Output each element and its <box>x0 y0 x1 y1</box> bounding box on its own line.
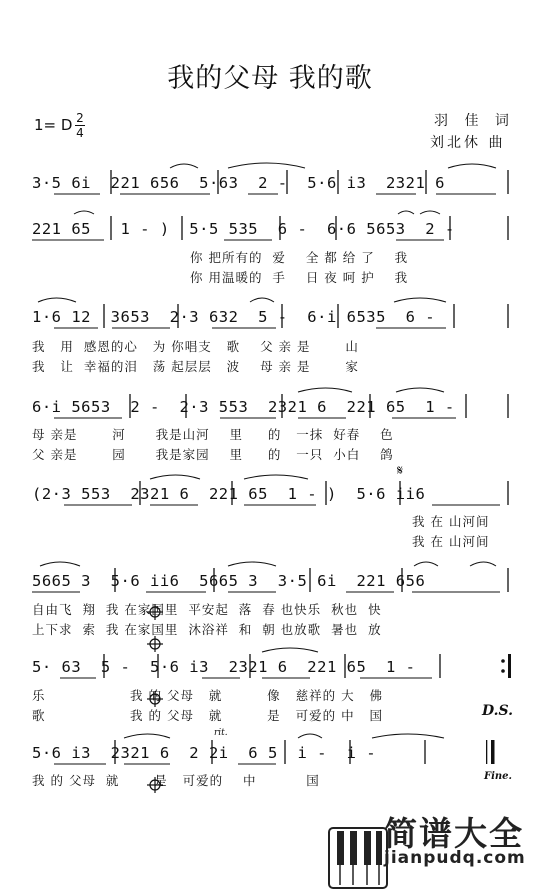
score-row-5: (2·3 553 2321 6 221 65 1 - ) 5·6 ii6 <box>32 485 426 503</box>
lyric-row-5-verse-1: 我 在 山河间 <box>412 514 490 529</box>
score-row-1: 3·5 6i 221 656 5·63 2 - 5·6 i3 2321 6 <box>32 174 445 192</box>
watermark-url: jianpudq.com <box>384 848 526 868</box>
time-signature <box>75 112 85 139</box>
segno-sign: 𝄋 <box>397 463 404 479</box>
time-bottom: 4 <box>76 126 84 140</box>
key-signature: 1= D <box>34 116 73 134</box>
score-row-4: 6·i 5653 2 - 2·3 553 2321 6 221 65 1 - <box>32 398 455 416</box>
lyric-row-3-verse-1: 我 用 感恩的心 为 你唱支 歌 父 亲 是 山 <box>32 339 359 354</box>
lyric-row-7-verse-2: 歌 我 的 父母 就 是 可爱的 中 国 <box>32 708 383 723</box>
lyric-row-5-verse-2: 我 在 山河间 <box>412 534 490 549</box>
lyric-row-2-verse-2: 你 用温暖的 手 日 夜 呵 护 我 <box>190 270 409 285</box>
lyric-row-2-verse-1: 你 把所有的 爱 全 都 给 了 我 <box>190 250 409 265</box>
piano-logo-icon <box>318 808 388 893</box>
time-top: 2 <box>76 111 84 125</box>
lyric-row-4-verse-2: 父 亲是 园 我是家园 里 的 一只 小白 鸽 <box>32 447 394 462</box>
score-row-2: 221 65 1 - ) 5·5 535 6 - 6·6 5653 2 - <box>32 220 455 238</box>
score-row-7: 5· 63 5 - 5·6 i3 2321 6 221 65 1 - <box>32 658 416 676</box>
score-row-3: 1·6 12 3653 2·3 632 5 - 6·i 6535 6 - <box>32 308 436 326</box>
score-row-8: 5·6 i3 2321 6 2 2i 6 5 i - i - <box>32 744 377 762</box>
lyric-row-8-verse-1: 我 的 父母 就 是 可爱的 中 国 <box>32 773 320 788</box>
watermark-brand: 简谱大全 <box>384 814 524 853</box>
lyricist: 羽 佳 词 <box>434 113 515 129</box>
ritardando-mark: rit. <box>214 728 228 738</box>
lyric-row-7-verse-1: 乐 我 的 父母 就 像 慈祥的 大 佛 <box>32 688 383 703</box>
score-row-6: 5665 3 5·6 ii6 5665 3 3·5 6i 221 656 <box>32 572 426 590</box>
lyric-row-6-verse-2: 上下求 索 我 在家国里 沐浴祥 和 朝 也放歌 暑也 放 <box>32 622 382 637</box>
dal-segno-mark: D.S. <box>482 703 514 719</box>
lyric-row-3-verse-2: 我 让 幸福的泪 荡 起层层 波 母 亲 是 家 <box>32 359 359 374</box>
fine-mark: Fine. <box>484 771 513 782</box>
composer: 刘北休 曲 <box>430 135 506 151</box>
lyric-row-4-verse-1: 母 亲是 河 我是山河 里 的 一抹 好春 色 <box>32 427 394 442</box>
lyric-row-6-verse-1: 自由飞 翔 我 在家国里 平安起 落 春 也快乐 秋也 快 <box>32 602 382 617</box>
song-title: 我的父母 我的歌 <box>167 63 373 94</box>
